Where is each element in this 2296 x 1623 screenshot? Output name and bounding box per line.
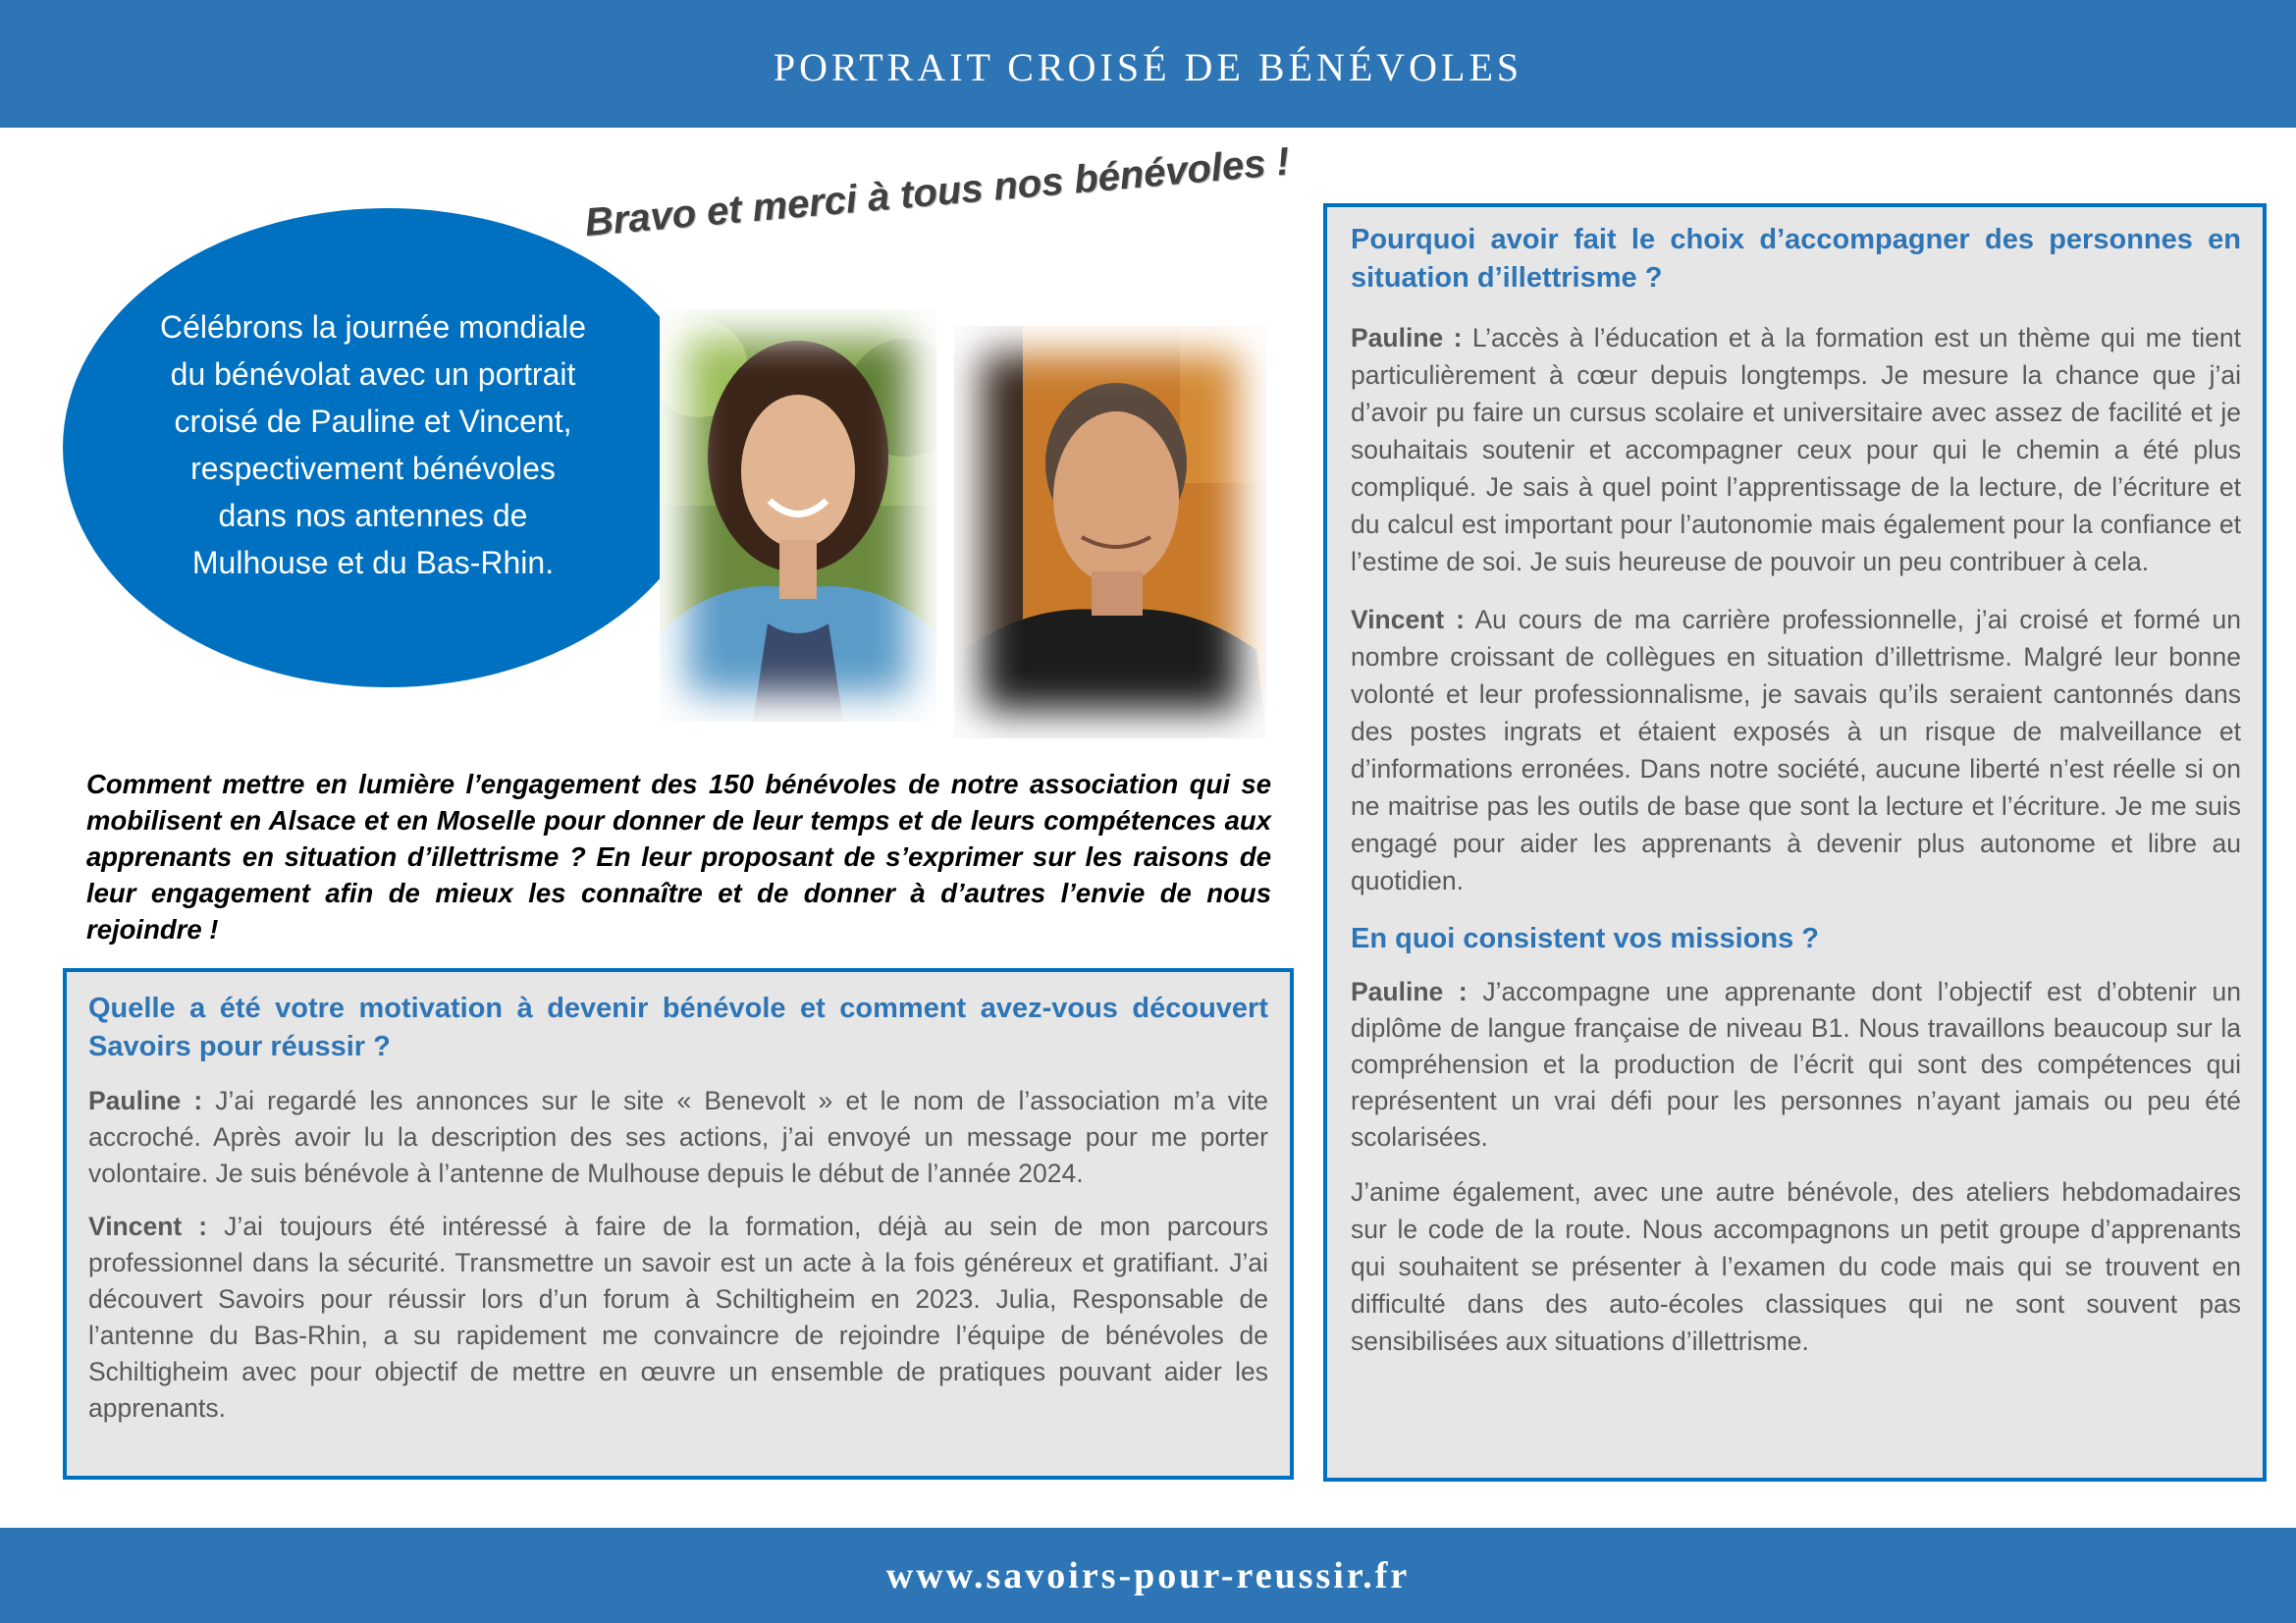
question-motivation: Quelle a été votre motivation à devenir bénévole et comment avez-vous découvert Savoirs pour réussir ? <box>88 993 1268 1062</box>
answer-text: J’ai regardé les annonces sur le site « Benevolt » et le nom de l’association m’a vite accroché. Après avoir lu la description des ses actions, j’ai envoyé un message pour me porter volontaire. Je suis bénévole à l’antenne de Mulhouse depuis le début de l’année 2024. <box>88 1086 1268 1188</box>
website-link[interactable]: www.savoirs-pour-reussir.fr <box>885 1554 1411 1596</box>
bubble-text: Célébrons la journée mondiale du bénévolat avec un portrait croisé de Pauline et Vincent, respectivement bénévoles dans nos antennes de Mulhouse et du Bas-Rhin. <box>159 309 587 580</box>
footer-banner <box>0 1528 2296 1623</box>
answer-text: Au cours de ma carrière professionnelle, j’ai croisé et formé un nombre croissant de collègues en situation d’illettrisme. Malgré leur bonne volonté et leur professionnalisme, je savais qu’ils seraient cantonnés dans des postes ingrats et étaient exposés à un risque de malveillance et d’informations erronées. Dans notre société, aucune liberté n’est réelle si on ne maitrise pas les outils de base que sont la lecture et l’écriture. Je me suis engagé pour aider les apprenants à devenir plus autonome et libre au quotidien. <box>1351 605 2242 895</box>
speaker-name: Pauline : <box>88 1086 203 1115</box>
answer-vincent-reasons <box>1351 601 2241 899</box>
answer-vincent-motivation <box>88 1209 1268 1427</box>
photo-vincent <box>954 326 1266 738</box>
speaker-name: Pauline : <box>1351 977 1468 1006</box>
speaker-name: Vincent : <box>88 1212 208 1241</box>
intro-bubble <box>63 208 713 687</box>
answer-pauline-missions <box>1351 974 2241 1156</box>
headline: Bravo et merci à tous nos bénévoles ! <box>583 139 1292 245</box>
answer-pauline-motivation <box>88 1083 1268 1192</box>
answer-text: L’accès à l’éducation et à la formation est un thème qui me tient particulièrement à cœur depuis longtemps. Je mesure la chance que j’ai d’avoir pu faire un cursus scolaire et universitaire avec assez de facilité et je souhaitais soutenir et accompagner ceux pour qui le chemin a été plus compliqué. Je sais à quel point l’apprentissage de la lecture, de l’écriture et du calcul est important pour l’autonomie mais également pour la confiance et l’estime de soi. Je suis heureuse de pouvoir un peu contribuer à cela. <box>1351 323 2241 576</box>
speaker-name: Vincent : <box>1351 605 1465 634</box>
page-title: PORTRAIT CROISÉ DE BÉNÉVOLES <box>773 44 1523 89</box>
intro-paragraph: Comment mettre en lumière l’engagement des 150 bénévoles de notre association qui se mobilisent en Alsace et en Moselle pour donner de leur temps et de leurs compétences aux apprenants en situation d’illettrisme ? En leur proposant de s’exprimer sur les raisons de leur engagement afin de mieux les connaître et de donner à d’autres l’envie de nous rejoindre ! <box>86 769 1271 945</box>
answer-text: J’ai toujours été intéressé à faire de la formation, déjà au sein de mon parcours professionnel dans la sécurité. Transmettre un savoir est un acte à la fois généreux et gratifiant. J’ai découvert Savoirs pour réussir lors d’un forum à Schiltigheim en 2023. Julia, Responsable de l’antenne du Bas-Rhin, a su rapidement me convaincre de rejoindre l’équipe de bénévoles de Schiltigheim avec pour objectif de mettre en œuvre un ensemble de pratiques pouvant aider les apprenants. <box>88 1212 1268 1423</box>
interview-box-motivation <box>63 968 1294 1480</box>
speaker-name: Pauline : <box>1351 323 1463 352</box>
photo-pauline <box>660 309 936 722</box>
interview-box-reasons <box>1323 203 2267 1482</box>
answer-pauline-missions-cont: J’anime également, avec une autre bénévole, des ateliers hebdomadaires sur le code de la route. Nous accompagnons un petit groupe d’apprenants qui souhaitent se présenter à l’examen du code mais qui se trouvent en difficulté dans des auto-écoles classiques qui ne sont souvent pas sensibilisées aux situations d’illettrisme. <box>1351 1177 2241 1356</box>
header-banner <box>0 0 2296 128</box>
question-reasons: Pourquoi avoir fait le choix d’accompagner des personnes en situation d’illettrisme ? <box>1351 224 2241 294</box>
answer-pauline-reasons <box>1351 319 2241 580</box>
answer-text: J’accompagne une apprenante dont l’objectif est d’obtenir un diplôme de langue française de niveau B1. Nous travaillons beaucoup sur la compréhension et la production de l’écrit qui sont des compétences qui représentent un vrai défi pour les personnes n’ayant jamais ou peu été scolarisées. <box>1351 977 2241 1152</box>
question-missions: En quoi consistent vos missions ? <box>1351 923 1819 954</box>
